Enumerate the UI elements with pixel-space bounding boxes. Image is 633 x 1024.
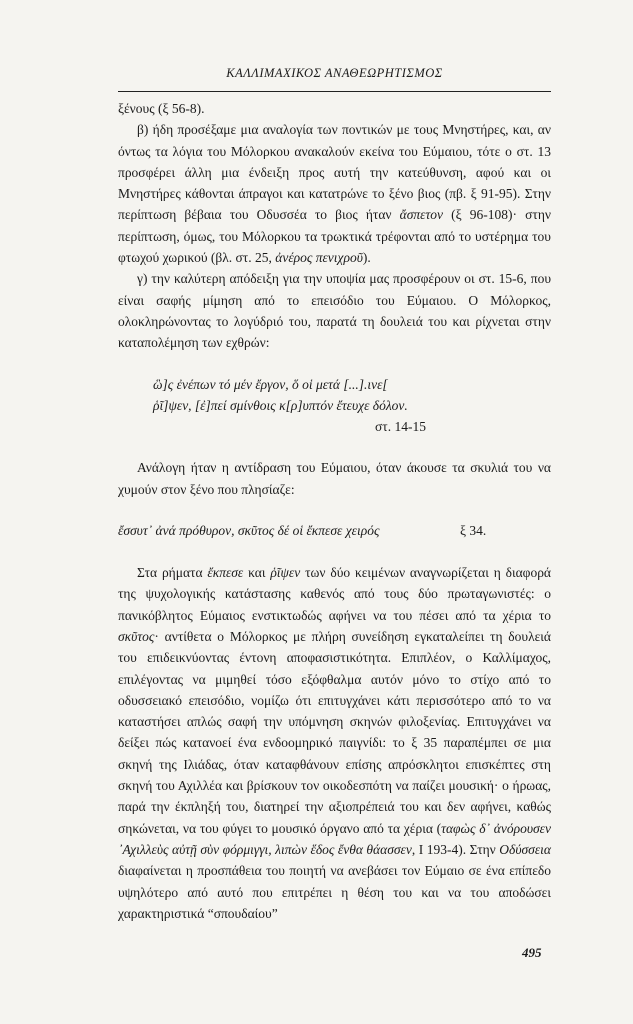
paragraph-analysis: Στα ρήματα ἔκπεσε και ῥῖψεν των δύο κειμένων αναγνωρίζεται η διαφορά της ψυχολογικής κατάστασης καθενός από τους δύο πρωταγωνιστές: ο πανικόβλητος Εύμαιος ενστικτωδώς αφήνει να του πέσει από τα χέρια το σκῦτος· αντίθετα ο Μόλορκος με πλήρη συνείδηση εγκαταλείπει τη δουλειά του επιδεικνύοντας έντονη αποφασιστικότητα. Επιπλέον, ο Καλλίμαχος, επιλέγοντας να μιμηθεί τόσο εξόφθαλμα αυτόν μόνο το στίχο από το οδυσσειακό επεισόδιο, νομίζω ότι επιτυγχάνει κάτι περισσότερο από το να καταστήσει απλώς σαφή την υπόμνηση σκηνών φιλοξενίας. Επιτυγχάνει να δείξει πώς κατανοεί ένα ενδοομηρικό παιγνίδι: το ξ 35 παραπέμπει σε μια σκηνή της Ιλιάδας, όταν καταφθάνουν επίσης απρόσκλητοι επισκέπτες στη σκηνή του Αχιλλέα και βρίσκουν τον οικοδεσπότη να παίζει μουσική· ο ήρωας, παρά την έκπληξή του, διατηρεί την αξιοπρέπειά του και δεν αφήνει, καθώς σηκώνεται, να του φύγει το μουσικό όργανο από τα χέρια (ταφὼς δ᾽ ἀνόρουσεν ᾽Αχιλλεὺς αὐτῇ σὺν φόρμιγγι, λιπὼν ἕδος ἔνθα θάασσεν, Ι 193-4). Στην Οδύσσεια διαφαίνεται η προσπάθεια του ποιητή να ανεβάσει τον Εύμαιο σε ένα επίπεδο υψηλότερο από αυτό που επιτρέπει η θέση του και να του αποδώσει χαρακτηριστικά “σπουδαίου”: [118, 565, 552, 921]
header-rule: [118, 91, 551, 92]
block-quote-odyssey: [118, 520, 551, 542]
quote-line: ὣ]ς ἐνέπων τό μέν ἔργον, ὅ οἱ μετά [...].ινε[: [153, 376, 388, 392]
paragraph-continuation: ξένους (ξ 56-8).: [118, 101, 205, 116]
running-head: ΚΑΛΛΙΜΑΧΙΚΟΣ ΑΝΑΘΕΩΡΗΤΙΣΜΟΣ: [226, 66, 443, 80]
paragraph-b: β) ήδη προσέξαμε μια αναλογία των ποντικών με τους Μνηστήρες, και, αν όντως τα λόγια του Μόλορκου ανακαλούν εκείνα του Εύμαιου, τότε ο στ. 13 προσφέρει άλλη μια ένδειξη προς αυτή την κατεύθυνση, αφού και οι Μνηστήρες κάθονται άπραγοι και κατατρώνε το ξένο βιος (πβ. ξ 91-95). Στην περίπτωση βέβαια του Οδυσσέα το βιος ήταν ἄσπετον (ξ 96-108)· στην περίπτωση, όμως, του Μόλορκου τα τρωκτικά τρέφονται από το υστέρημα του φτωχού χωρικού (βλ. στ. 25, ἀνέρος πενιχροῦ).: [118, 122, 551, 266]
paragraph-c: γ) την καλύτερη απόδειξη για την υποψία μας προσφέρουν οι στ. 15-6, που είναι σαφής μίμηση από το επεισόδιο του Εύμαιου. Ο Μόλορκος, ολοκληρώνοντας το λογύδριό του, παρατά τη δουλειά του και ρίχνεται στην καταπολέμηση των εχθρών:: [118, 271, 551, 351]
quote-line: ἔσσυτ᾽ ἀνά πρόθυρον, σκῦτος δέ οἱ ἔκπεσε χειρός: [118, 523, 380, 539]
page-number: 495: [522, 945, 542, 960]
page-body: [118, 98, 551, 924]
quote-reference: ξ 34.: [460, 523, 487, 539]
quote-reference: στ. 14-15: [375, 419, 426, 435]
block-quote-callimachus: [153, 374, 551, 438]
quote-line: ῥῖ]ψεν, [ἐ]πεί σμίνθοις κ[ρ]υπτόν ἔτευχε δόλον.: [153, 397, 408, 413]
paragraph-eumaeus: Ανάλογη ήταν η αντίδραση του Εύμαιου, όταν άκουσε τα σκυλιά του να χυμούν στον ξένο που πλησίαζε:: [118, 460, 551, 497]
